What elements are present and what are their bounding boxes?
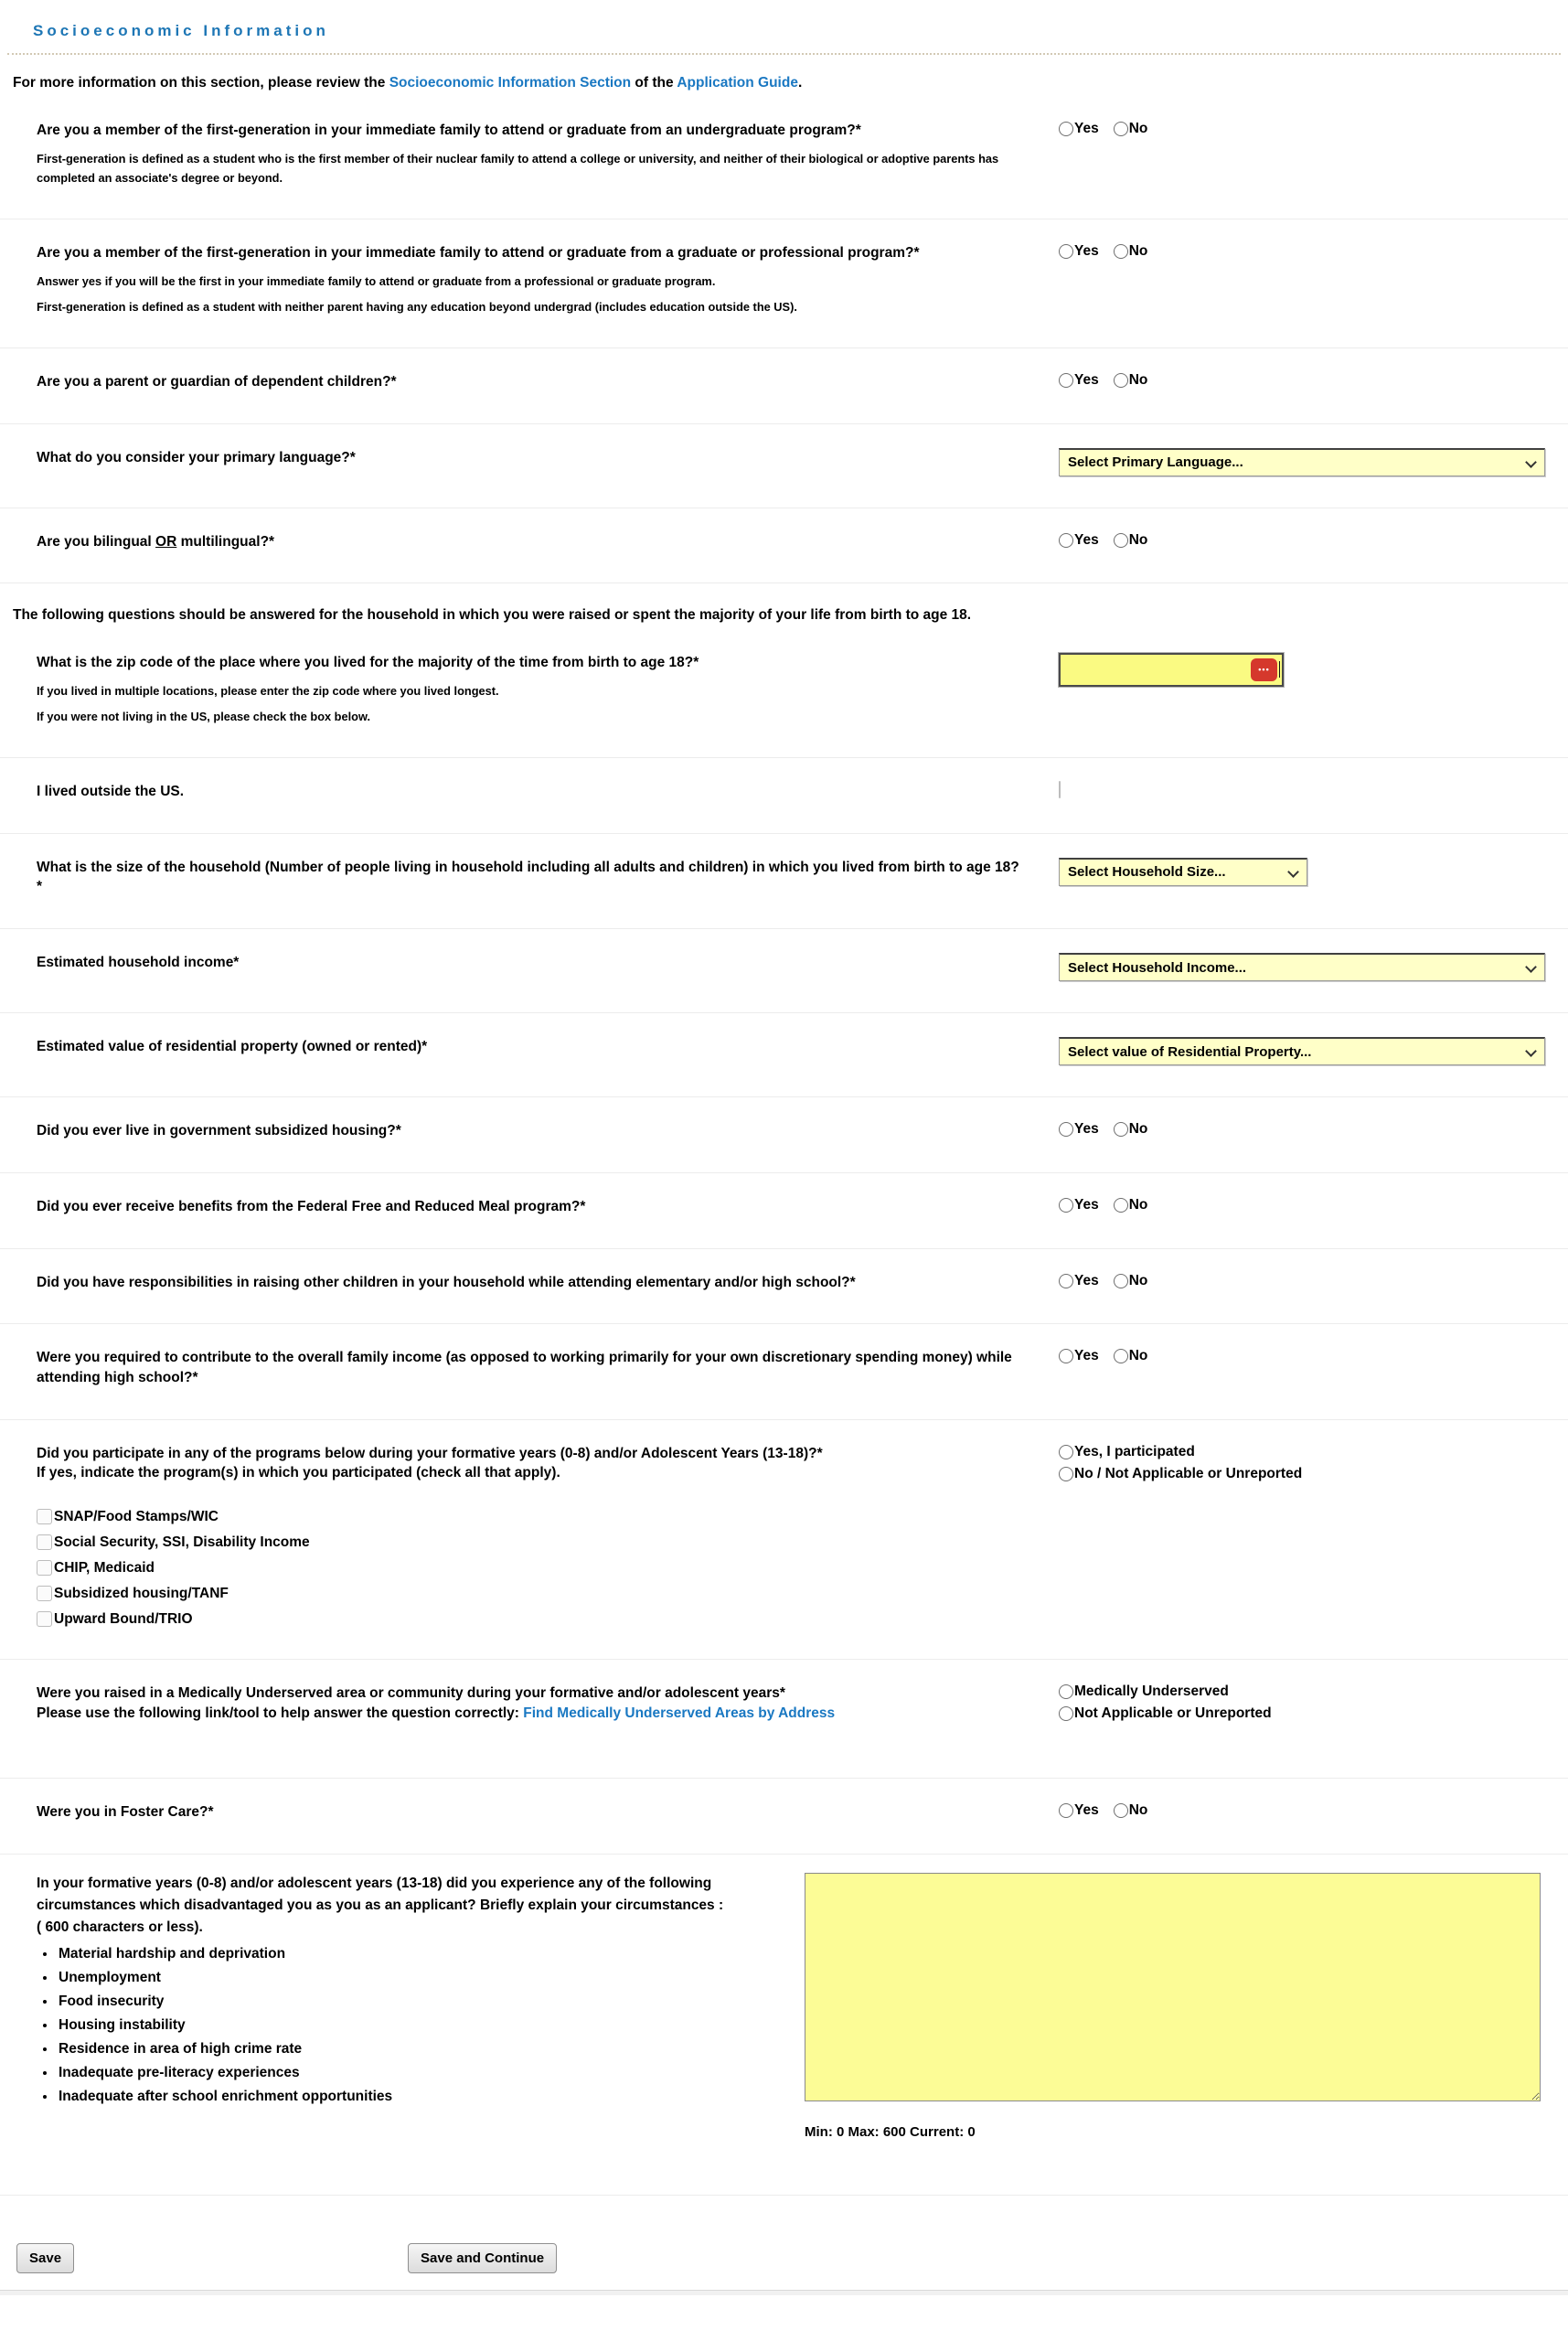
- question-label: What is the zip code of the place where you lived for the majority of the time from birth to age 18?*: [37, 655, 699, 671]
- info-prefix: For more information on this section, please review the: [13, 75, 389, 91]
- row-outside-us: [0, 758, 1568, 834]
- select-value: Select Household Size...: [1068, 864, 1226, 881]
- question-label: Are you bilingual OR multilingual?*: [37, 533, 275, 550]
- bottom-divider: [0, 2290, 1568, 2295]
- checkbox-icon[interactable]: [37, 1586, 52, 1601]
- yesno-radio-group: [1059, 1348, 1568, 1364]
- radio-icon[interactable]: [1059, 122, 1073, 136]
- row-programs: [0, 1420, 1568, 1660]
- select-value: Select Household Income...: [1068, 959, 1247, 976]
- row-subsidized-housing: [0, 1097, 1568, 1173]
- radio-icon[interactable]: [1059, 1706, 1073, 1721]
- household-size-select[interactable]: [1059, 858, 1307, 886]
- zip-input-wrapper: [1059, 653, 1284, 687]
- checkbox-icon[interactable]: [37, 1560, 52, 1576]
- bullet-item: • Material hardship and deprivation: [57, 1942, 768, 1966]
- question-label: I lived outside the US.: [37, 784, 185, 800]
- dotted-divider: [7, 53, 1561, 55]
- question-label: Are you a member of the first-generation in your immediate family to attend or graduate from an undergraduate program?*: [37, 123, 861, 138]
- radio-option-yes[interactable]: Yes: [1059, 532, 1099, 549]
- question-label: Estimated value of residential property (owned or rented)*: [37, 1039, 428, 1055]
- question-help: First-generation is defined as a student who is the first member of their nuclear family to attend a college or university, and neither of their biological or adoptive parents has completed an associate's degree or beyond.: [37, 151, 999, 185]
- program-checkbox-list: [37, 1509, 1019, 1628]
- question-label: Were you in Foster Care?*: [37, 1804, 214, 1821]
- radio-icon[interactable]: [1059, 1198, 1073, 1213]
- radio-option-yes[interactable]: Yes: [1059, 1121, 1099, 1138]
- row-household-size: [0, 834, 1568, 929]
- save-and-continue-button[interactable]: Save and Continue: [408, 2243, 557, 2273]
- question-label2: If yes, indicate the program(s) in which you participated (check all that apply).: [37, 1465, 560, 1481]
- radio-icon[interactable]: [1114, 1803, 1128, 1818]
- radio-icon[interactable]: [1059, 1467, 1073, 1481]
- question-help: First-generation is defined as a student with neither parent having any education beyond undergrad (includes education outside the US).: [37, 299, 797, 314]
- outside-us-checkbox[interactable]: [1059, 781, 1061, 798]
- radio-icon[interactable]: [1114, 373, 1128, 388]
- bullet-item: • Housing instability: [57, 2014, 768, 2037]
- program-option-upward-bound[interactable]: Upward Bound/TRIO: [37, 1611, 1019, 1628]
- programs-radio-group: [1059, 1444, 1568, 1482]
- row-first-gen-undergrad: [0, 97, 1568, 219]
- underserved-radio-group: [1059, 1684, 1568, 1722]
- radio-option-no[interactable]: No: [1114, 121, 1148, 137]
- save-button[interactable]: Save: [16, 2243, 74, 2273]
- row-meal-program: [0, 1173, 1568, 1249]
- autofill-button[interactable]: [1251, 658, 1277, 681]
- row-circumstances: [0, 1855, 1568, 2196]
- yesno-radio-group: [1059, 1121, 1568, 1138]
- radio-icon[interactable]: [1059, 1445, 1073, 1459]
- question-label: Are you a parent or guardian of dependent children?*: [37, 373, 397, 390]
- radio-option-no[interactable]: No: [1114, 532, 1148, 549]
- radio-icon[interactable]: [1059, 1349, 1073, 1363]
- bullet-item: • Food insecurity: [57, 1990, 768, 2014]
- question-label: Were you raised in a Medically Underserved area or community during your formative and/or adolescent years*: [37, 1684, 785, 1701]
- question-label2: Please use the following link/tool to help answer the question correctly: Find Medically Underserved Areas by Address: [37, 1705, 836, 1721]
- question-label: Are you a member of the first-generation in your immediate family to attend or graduate from a graduate or professional program?*: [37, 244, 920, 261]
- radio-option-yes[interactable]: Yes: [1059, 121, 1099, 137]
- row-medically-underserved: [0, 1660, 1568, 1779]
- radio-icon[interactable]: [1059, 373, 1073, 388]
- row-foster-care: [0, 1779, 1568, 1855]
- question-help: If you lived in multiple locations, please enter the zip code where you lived longest.: [37, 683, 499, 698]
- bullet-item: • Unemployment: [57, 1966, 768, 1990]
- radio-option-no[interactable]: No: [1114, 1197, 1148, 1213]
- row-family-income: [0, 1324, 1568, 1419]
- radio-option-yes[interactable]: Yes: [1059, 1348, 1099, 1364]
- socioeconomic-section-link[interactable]: Socioeconomic Information Section: [389, 75, 632, 91]
- radio-icon[interactable]: [1059, 1803, 1073, 1818]
- checkbox-icon[interactable]: [37, 1611, 52, 1627]
- yesno-radio-group: [1059, 1273, 1568, 1289]
- question-label: Did you participate in any of the programs below during your formative years (0-8) and/or Adolescent Years (13-18)?*: [37, 1445, 823, 1461]
- chevron-down-icon: [1287, 866, 1299, 878]
- radio-option-yes[interactable]: Yes: [1059, 372, 1099, 389]
- radio-icon[interactable]: [1114, 1122, 1128, 1137]
- household-income-select[interactable]: [1059, 953, 1545, 981]
- property-value-select[interactable]: [1059, 1037, 1545, 1065]
- bullet-item: • Inadequate after school enrichment opportunities: [57, 2085, 768, 2109]
- row-primary-language: [0, 424, 1568, 508]
- underlined-or: OR: [155, 533, 177, 550]
- question-help: If you were not living in the US, please check the box below.: [37, 709, 371, 723]
- yesno-radio-group: [1059, 243, 1568, 260]
- info-middle: of the: [631, 75, 677, 91]
- radio-icon[interactable]: [1059, 1684, 1073, 1699]
- checkbox-icon[interactable]: [37, 1509, 52, 1524]
- yesno-radio-group: [1059, 1197, 1568, 1213]
- character-counter: Min: 0 Max: 600 Current: 0: [805, 2124, 976, 2141]
- question-label: Did you have responsibilities in raising other children in your household while attending elementary and/or high school?*: [37, 1274, 856, 1290]
- chevron-down-icon: [1525, 456, 1537, 468]
- question-label: Did you ever receive benefits from the Federal Free and Reduced Meal program?*: [37, 1198, 586, 1214]
- program-option-social-security[interactable]: Social Security, SSI, Disability Income: [37, 1534, 1019, 1551]
- radio-option-yes[interactable]: Yes: [1059, 1197, 1099, 1213]
- checkbox-icon[interactable]: [37, 1534, 52, 1550]
- question-label2: ( 600 characters or less).: [37, 1919, 203, 1936]
- radio-icon[interactable]: [1059, 533, 1073, 548]
- radio-option-no[interactable]: No: [1114, 1802, 1148, 1819]
- question-label: Were you required to contribute to the overall family income (as opposed to working primarily for your own discretionary spending money) while attending high school?*: [37, 1350, 1012, 1385]
- program-option-chip-medicaid[interactable]: CHIP, Medicaid: [37, 1560, 1019, 1577]
- radio-icon[interactable]: [1059, 1122, 1073, 1137]
- row-zip-code: [0, 629, 1568, 758]
- question-help: Answer yes if you will be the first in your immediate family to attend or graduate from a professional or graduate program.: [37, 273, 716, 288]
- question-label: In your formative years (0-8) and/or adolescent years (13-18) did you experience any of the following circumstances which disadvantaged you as you as an applicant? Briefly explain your circumstances :: [37, 1876, 724, 1914]
- row-property-value: [0, 1013, 1568, 1097]
- find-underserved-areas-link[interactable]: Find Medically Underserved Areas by Address: [523, 1705, 836, 1721]
- radio-option-yes[interactable]: Yes: [1059, 1802, 1099, 1819]
- row-parent-guardian: [0, 348, 1568, 424]
- application-guide-link[interactable]: Application Guide: [677, 75, 798, 91]
- bullet-item: • Inadequate pre-literacy experiences: [57, 2061, 768, 2085]
- radio-option-participated[interactable]: Yes, I participated: [1059, 1444, 1568, 1460]
- page-title: Socioeconomic Information: [33, 22, 329, 39]
- radio-option-not-applicable[interactable]: No / Not Applicable or Unreported: [1059, 1466, 1568, 1482]
- text-cursor-icon: [1279, 661, 1281, 678]
- bullet-item: • Residence in area of high crime rate: [57, 2037, 768, 2061]
- chevron-down-icon: [1525, 1045, 1537, 1057]
- radio-icon[interactable]: [1059, 1274, 1073, 1288]
- radio-icon[interactable]: [1059, 244, 1073, 259]
- radio-icon[interactable]: [1114, 122, 1128, 136]
- program-option-snap[interactable]: SNAP/Food Stamps/WIC: [37, 1509, 1019, 1525]
- radio-icon[interactable]: [1114, 533, 1128, 548]
- select-value: Select value of Residential Property...: [1068, 1043, 1312, 1060]
- circumstances-bullet-list: [57, 1942, 768, 2109]
- info-suffix: .: [797, 75, 803, 91]
- question-label: What is the size of the household (Number of people living in household including all adults and children) in which you lived from birth to age 18?*: [37, 859, 1019, 895]
- radio-icon[interactable]: [1114, 1349, 1128, 1363]
- radio-icon[interactable]: [1114, 1274, 1128, 1288]
- yesno-radio-group: [1059, 532, 1568, 549]
- household-intro-text: The following questions should be answered for the household in which you were raised or spent the majority of your life from birth to age 18.: [13, 607, 972, 624]
- button-row: [0, 2196, 1568, 2282]
- circumstances-textarea[interactable]: [805, 1873, 1541, 2101]
- yesno-radio-group: [1059, 121, 1568, 137]
- question-label: What do you consider your primary language?*: [37, 449, 356, 465]
- row-raising-children: [0, 1249, 1568, 1325]
- question-label: Did you ever live in government subsidized housing?*: [37, 1123, 401, 1139]
- radio-option-no[interactable]: No: [1114, 1121, 1148, 1138]
- radio-option-yes[interactable]: Yes: [1059, 243, 1099, 260]
- question-label: Estimated household income*: [37, 955, 240, 971]
- radio-icon[interactable]: [1114, 1198, 1128, 1213]
- radio-option-no[interactable]: No: [1114, 372, 1148, 389]
- yesno-radio-group: [1059, 372, 1568, 389]
- yesno-radio-group: [1059, 1802, 1568, 1819]
- row-household-income: [0, 929, 1568, 1013]
- chevron-down-icon: [1525, 961, 1537, 973]
- row-bilingual: [0, 508, 1568, 584]
- socioeconomic-form-page: [0, 22, 1568, 2295]
- primary-language-select[interactable]: [1059, 448, 1545, 476]
- ellipsis-icon: •••: [1258, 665, 1270, 675]
- radio-option-yes[interactable]: Yes: [1059, 1273, 1099, 1289]
- section-info-line: [13, 75, 1555, 91]
- program-option-subsidized-housing[interactable]: Subsidized housing/TANF: [37, 1586, 1019, 1602]
- select-value: Select Primary Language...: [1068, 454, 1243, 470]
- radio-option-not-applicable[interactable]: Not Applicable or Unreported: [1059, 1705, 1568, 1722]
- radio-option-no[interactable]: No: [1114, 1273, 1148, 1289]
- radio-option-no[interactable]: No: [1114, 1348, 1148, 1364]
- radio-icon[interactable]: [1114, 244, 1128, 259]
- radio-option-medically-underserved[interactable]: Medically Underserved: [1059, 1684, 1568, 1700]
- row-first-gen-grad: [0, 219, 1568, 348]
- radio-option-no[interactable]: No: [1114, 243, 1148, 260]
